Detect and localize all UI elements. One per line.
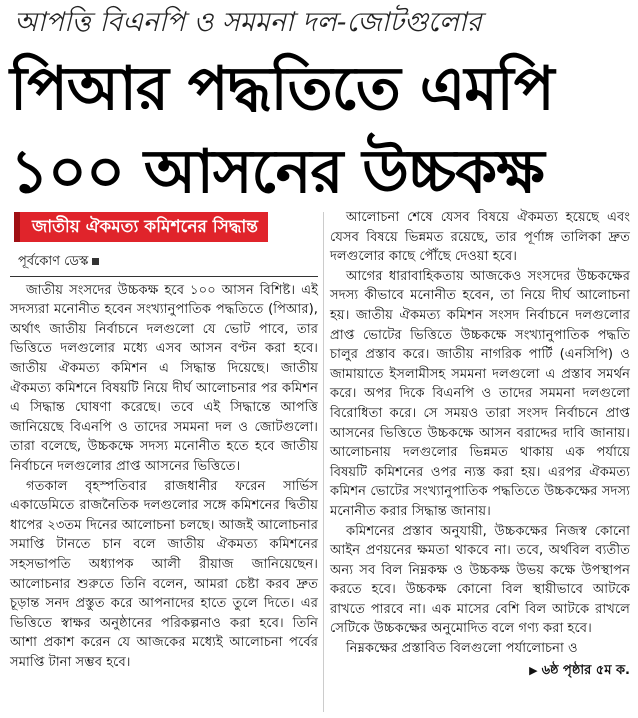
right-column [330,208,630,680]
paragraph: জাতীয় সংসদের উচ্চকক্ষ হবে ১০০ আসন বিশিষ্ট। এই সদস্যরা মনোনীত হবেন সংখ্যানুপাতিক পদ্ধতিতে (পিআর), অর্থাৎ জাতীয় নির্বাচনে দলগুলো যে ভোট পাবে, তার ভিত্তিতে দলগুলোর মধ্যে এসব আসন বণ্টন করা হবে। জাতীয় ঐকমত্য কমিশন এ সিদ্ধান্ত দিয়েছে। জাতীয় ঐকমত্য কমিশনে বিষয়টি নিয়ে দীর্ঘ আলোচনার পর কমিশন এ সিদ্ধান্ত ঘোষণা করেছে। তবে এই সিদ্ধান্তে আপত্তি জানিয়েছে বিএনপি ও তাদের সমমনা দল ও জোটগুলো। তারা বলেছে, উচ্চকক্ষে সদস্য মনোনীত হতে হবে জাতীয় নির্বাচনে দলগুলোর প্রাপ্ত আসনের ভিত্তিতে। [10,282,318,474]
paragraph: নিম্নকক্ষের প্রস্তাবিত বিলগুলো পর্যালোচনা ও [346,641,578,657]
paragraph: আলোচনা শেষে যেসব বিষয়ে ঐকমত্য হয়েছে এবং যেসব বিষয়ে ভিন্নমত রয়েছে, তার পূর্ণাঙ্গ তালিকা দ্রুত দলগুলোর কাছে পৌঁছে দেওয়া হবে। [330,210,630,265]
kicker: আপত্তি বিএনপি ও সমমনা দল-জোটগুলোর [14,7,482,38]
square-bullet-icon [92,258,99,265]
section-tag: জাতীয় ঐকমত্য কমিশনের সিদ্ধান্ত [14,212,268,242]
column-divider [323,212,324,712]
paragraph: কমিশনের প্রস্তাব অনুযায়ী, উচ্চকক্ষের নিজস্ব কোনো আইন প্রণয়নের ক্ষমতা থাকবে না। তবে, অর্থবিল ব্যতীত অন্য সব বিল নিম্নকক্ষ ও উচ্চকক্ষ উভয় কক্ষে উপস্থাপন করতে হবে। উচ্চকক্ষ কোনো বিল স্থায়ীভাবে আটকে রাখতে পারবে না। এক মাসের বেশি বিল আটকে রাখলে সেটিকে উচ্চকক্ষের অনুমোদিত বলে গণ্য করা হবে। [330,523,630,637]
headline-line-2: ১০০ আসনের উচ্চকক্ষ [10,137,544,207]
jump-text: ৬ষ্ঠ পৃষ্ঠার ৫ম ক. [541,662,630,678]
headline-line-1: পিআর পদ্ধতিতে এমপি [10,54,554,124]
byline-text: পূর্বকোণ ডেস্ক [18,254,89,269]
arrow-right-icon: ▶ [529,663,538,677]
divider-rule [10,276,318,277]
continued-jump[interactable] [330,661,630,681]
paragraph: আগের ধারাবাহিকতায় আজকেও সংসদের উচ্চকক্ষের সদস্য কীভাবে মনোনীত হবেন, তা নিয়ে দীর্ঘ আলোচনা হয়। জাতীয় ঐকমত্য কমিশন সংসদ নির্বাচনে দলগুলোর প্রাপ্ত ভোটের ভিত্তিতে উচ্চকক্ষে সংখ্যানুপাতিক পদ্ধতি চালুর প্রস্তাব করে। জাতীয় নাগরিক পার্টি (এনসিপি) ও জামায়াতে ইসলামীসহ সমমনা দলগুলো এ প্রস্তাব সমর্থন করে। অপর দিকে বিএনপি ও তাদের সমমনা দলগুলো বিরোধিতা করে। সে সময়ও তারা সংসদ নির্বাচনে প্রাপ্ত আসনের ভিত্তিতে উচ্চকক্ষে আসন বরাদ্দের দাবি জানায়। আলোচনায় দলগুলোর ভিন্নমত থাকায় এক পর্যায়ে বিষয়টি কমিশনের ওপর ন্যস্ত করা হয়। এরপর ঐকমত্য কমিশন ভোটের সংখ্যানুপাতিক পদ্ধতিতে উচ্চকক্ষের সদস্য মনোনীত করার সিদ্ধান্ত জানায়। [330,268,630,519]
byline [18,252,318,272]
left-column [10,212,318,672]
paragraph: গতকাল বৃহস্পতিবার রাজধানীর ফরেন সার্ভিস একাডেমিতে রাজনৈতিক দলগুলোর সঙ্গে কমিশনের দ্বিতীয় ধাপের ২৩তম দিনের আলোচনা চলছে। আজই আলোচনার সমাপ্তি টানতে চান বলে জাতীয় ঐকমত্য কমিশনের সহসভাপতি অধ্যাপক আলী রীয়াজ জানিয়েছেন। আলোচনার শুরুতে তিনি বলেন, আমরা চেষ্টা করব দ্রুত চূড়ান্ত সনদ প্রস্তুত করে আপনাদের হাতে তুলে দিতে। এর ভিত্তিতে স্বাক্ষর অনুষ্ঠানের পরিকল্পনাও করা হবে। তিনি আশা প্রকাশ করেন যে আজকের মধ্যেই আলোচনা পর্বের সমাপ্তি টানা সম্ভব হবে। [10,478,318,670]
